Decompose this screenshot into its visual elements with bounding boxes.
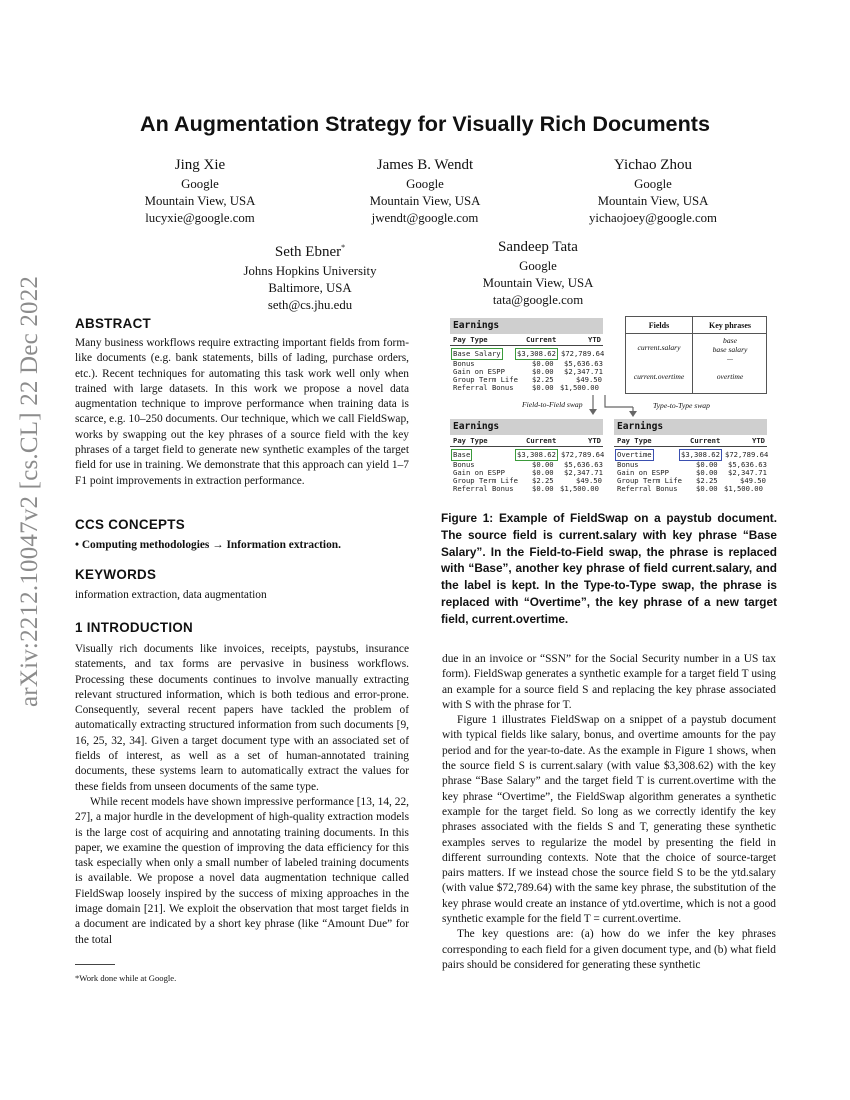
cell: $0.00 (696, 468, 718, 477)
cell: Bonus (453, 359, 475, 368)
kp-phrase: base salary (712, 345, 748, 354)
cell: Referral Bonus (453, 383, 514, 392)
author-email: yichaojoey@google.com (589, 211, 717, 225)
cell: $5,636.63 (728, 460, 767, 469)
author-name: Yichao Zhou (614, 157, 692, 173)
key-phrase-highlight: Base (453, 450, 471, 459)
cell: $0.00 (696, 460, 718, 469)
footnote: *Work done while at Google. (75, 973, 177, 983)
key-phrase-highlight: Overtime (617, 450, 652, 459)
intro-paragraph: Figure 1 illustrates FieldSwap on a snippet of a paystub document with typical fields like salary, bonus, and overtime amounts for the pay period and for the year-to-date. As the example in Figure 1 shows, when the source field S is current.salary (with value $3,308.62) with the key phrase “Base Salary” and the target field T is current.overtime with the key phrase “Overtime”, the FieldSwap algorithm generates a synthetic example for the target field. So long as we correctly identify the key phrases associated with the fields S and T, generating these synthetic examples serves to regularize the model by presenting the field in different surrounding contexts. Note that the choice of source-target pairs matters. If we instead chose the source field S to be the ytd.salary (with value $72,789.64) with the same key phrase, the substitution of the key phrase would create an instance of ytd.overtime, which is not a good synthetic example for the field T = current.overtime. (442, 714, 776, 926)
table-row (614, 485, 767, 493)
col-pay-type: Pay Type (453, 335, 488, 344)
value-highlight: $3,308.62 (681, 450, 720, 459)
cell: $1,500.00 (560, 484, 599, 493)
intro-paragraph: Visually rich documents like invoices, receipts, paystubs, insurance statements, and tax forms are pervasive in business workflows. Processing these documents continues to involve manually extracting relevant structured information, which is both tedious and error-prone. Consequently, several recent papers have tackled the problem of automatically extracting structured information from such documents [9, 16, 25, 32, 34]. Given a target document type with an associated set of fields of interest, as well as a set of human-annotated training documents, these systems learn to automatically extract the values for these fields from unseen documents of the same type. (75, 643, 409, 793)
cell: Gain on ESPP (617, 468, 669, 477)
cell: $2.25 (696, 476, 718, 485)
cell: Referral Bonus (617, 484, 678, 493)
author-name: Jing Xie (174, 157, 226, 173)
table-title: Earnings (450, 318, 603, 334)
author-affiliation: Google (406, 177, 444, 191)
abstract-heading: ABSTRACT (75, 316, 152, 331)
author-block (563, 155, 743, 227)
cell: Gain on ESPP (453, 367, 505, 376)
kp-header-phrases: Key phrases (709, 321, 751, 330)
kp-phrase: overtime (716, 372, 744, 381)
col-current: Current (526, 436, 557, 445)
earnings-table-field-swap (450, 419, 603, 493)
kp-header-fields: Fields (648, 321, 670, 330)
intro-heading: 1 INTRODUCTION (75, 620, 194, 635)
cell: $0.00 (696, 484, 718, 493)
paper-title: An Augmentation Strategy for Visually Rich Documents (140, 111, 710, 136)
table-row (450, 384, 603, 392)
ccs-text: • Computing methodologies → Information extraction. (75, 539, 341, 551)
figure-caption: Figure 1: Example of FieldSwap on a paystub document. The source field is current.salary with key phrase “Base Salary”. In the Field-to-Field swap, the phrase is replaced with “Base”, another key phrase of field current.salary, and the label is kept. In the Type-to-Type swap, the phrase is replaced with “Overtime”, the key phrase of a new target field, current.overtime. (441, 511, 777, 626)
cell: $2.25 (532, 375, 554, 384)
cell: $0.00 (532, 460, 554, 469)
arrow-down-icon (589, 409, 597, 415)
col-ytd: YTD (752, 436, 765, 445)
cell: $72,789.64 (561, 450, 605, 459)
kp-field: current.salary (637, 343, 681, 352)
cell: Group Term Life (617, 476, 682, 485)
cell: Referral Bonus (453, 484, 514, 493)
cell: $49.50 (740, 476, 766, 485)
author-email: lucyxie@google.com (145, 211, 255, 225)
author-block (220, 237, 400, 314)
author-block (340, 155, 510, 227)
table-header (450, 435, 603, 447)
cell: $0.00 (532, 359, 554, 368)
cell: $2,347.71 (564, 468, 603, 477)
col-pay-type: Pay Type (617, 436, 652, 445)
keywords-text: information extraction, data augmentation (75, 589, 267, 601)
key-phrase-highlight: Base Salary (453, 349, 501, 358)
author-affiliation: Google (519, 259, 557, 273)
arxiv-stamp: arXiv:2212.10047v2 [cs.CL] 22 Dec 2022 (16, 275, 43, 707)
col-current: Current (526, 335, 557, 344)
cell: Group Term Life (453, 476, 518, 485)
author-email: tata@google.com (492, 293, 584, 307)
author-block (453, 237, 623, 309)
col-current: Current (690, 436, 721, 445)
cell: $1,500.00 (724, 484, 763, 493)
col-ytd: YTD (588, 436, 601, 445)
swap-arrows (585, 393, 775, 419)
ccs-heading: CCS CONCEPTS (75, 517, 185, 532)
author-location: Baltimore, USA (268, 281, 352, 295)
author-location: Mountain View, USA (597, 194, 709, 208)
arrow-down-icon (629, 411, 637, 417)
table-title: Earnings (450, 419, 603, 435)
table-header (614, 435, 767, 447)
author-location: Mountain View, USA (369, 194, 481, 208)
keywords-heading: KEYWORDS (75, 567, 157, 582)
intro-paragraph: due in an invoice or “SSN” for the Social Security number in a US tax form). FieldSwap generates a synthetic example for a target field T using an example for a source field S and replacing the key phrase associated with S with the phrase for T. (442, 653, 776, 711)
cell: $49.50 (576, 375, 602, 384)
cell: $5,636.63 (564, 460, 603, 469)
cell: $1,500.00 (560, 383, 599, 392)
author-affiliation: Google (634, 177, 672, 191)
cell: Bonus (617, 460, 639, 469)
cell: $2.25 (532, 476, 554, 485)
kp-phrase: base (723, 336, 737, 345)
cell: $5,636.63 (564, 359, 603, 368)
kp-field: current.overtime (633, 372, 685, 381)
col-ytd: YTD (588, 335, 601, 344)
value-highlight: $3,308.62 (517, 349, 556, 358)
author-location: Mountain View, USA (144, 194, 256, 208)
col-pay-type: Pay Type (453, 436, 488, 445)
author-name: Seth Ebner (274, 244, 342, 260)
footnote-rule (75, 964, 115, 965)
intro-paragraph: The key questions are: (a) how do we infer the key phrases corresponding to each field for a given document type, and (b) what field pairs should be considered for generating these synthetic (442, 928, 776, 971)
author-email: seth@cs.jhu.edu (267, 298, 353, 312)
cell: $72,789.64 (561, 349, 605, 358)
cell: $49.50 (576, 476, 602, 485)
author-location: Mountain View, USA (482, 276, 594, 290)
author-affiliation: Google (181, 177, 219, 191)
kp-ellipsis: ... (727, 353, 733, 362)
cell: $0.00 (532, 383, 554, 392)
cell: $2,347.71 (564, 367, 603, 376)
author-email: jwendt@google.com (371, 211, 479, 225)
author-footnote-mark: * (341, 243, 346, 252)
cell: $0.00 (532, 468, 554, 477)
intro-right-column (442, 652, 776, 973)
swap-label-field: Field-to-Field swap (522, 400, 583, 409)
earnings-table-source (450, 318, 603, 392)
author-affiliation: Johns Hopkins University (243, 264, 377, 278)
value-highlight: $3,308.62 (517, 450, 556, 459)
cell: $0.00 (532, 484, 554, 493)
table-header (450, 334, 603, 346)
cell: Gain on ESPP (453, 468, 505, 477)
author-block (115, 155, 285, 227)
cell: Group Term Life (453, 375, 518, 384)
author-name: James B. Wendt (376, 157, 474, 173)
abstract-text: Many business workflows require extracting important fields from form-like documents (e.g. bank statements, bills of lading, purchase orders, etc.). Recent techniques for automating this task work well only when trained with large datasets. In this work we propose a novel data augmentation technique to improve performance when training data is scarce, e.g. 10–250 documents. Our technique, which we call FieldSwap, works by swapping out the key phrases of a source field with the key phrases of a target field to generate new synthetic examples of the target field for use in training. We demonstrate that this approach can yield 1–7 F1 point improvements in extraction performance. (75, 337, 409, 487)
earnings-table-type-swap (614, 419, 767, 493)
cell: $72,789.64 (725, 450, 769, 459)
intro-left-column (75, 642, 409, 948)
cell: Bonus (453, 460, 475, 469)
swap-label-type: Type-to-Type swap (653, 401, 710, 410)
table-row (450, 485, 603, 493)
intro-paragraph: While recent models have shown impressive performance [13, 14, 22, 27], a major hurdle in the development of high-quality extraction models is the large cost of acquiring and annotating training documents. In this paper, we examine the question of improving the data efficiency for this task especially when only a small number of labeled training documents is available. We propose a novel data augmentation technique called FieldSwap loosely inspired by the success of mixing approaches in the image domain [21]. We exploit the observation that most target fields in a document are indicated by a short key phrase (like “Amount Due” for the total (75, 795, 409, 946)
cell: $2,347.71 (728, 468, 767, 477)
key-phrase-table (625, 316, 767, 394)
author-name: Sandeep Tata (498, 239, 578, 255)
cell: $0.00 (532, 367, 554, 376)
table-title: Earnings (614, 419, 767, 435)
